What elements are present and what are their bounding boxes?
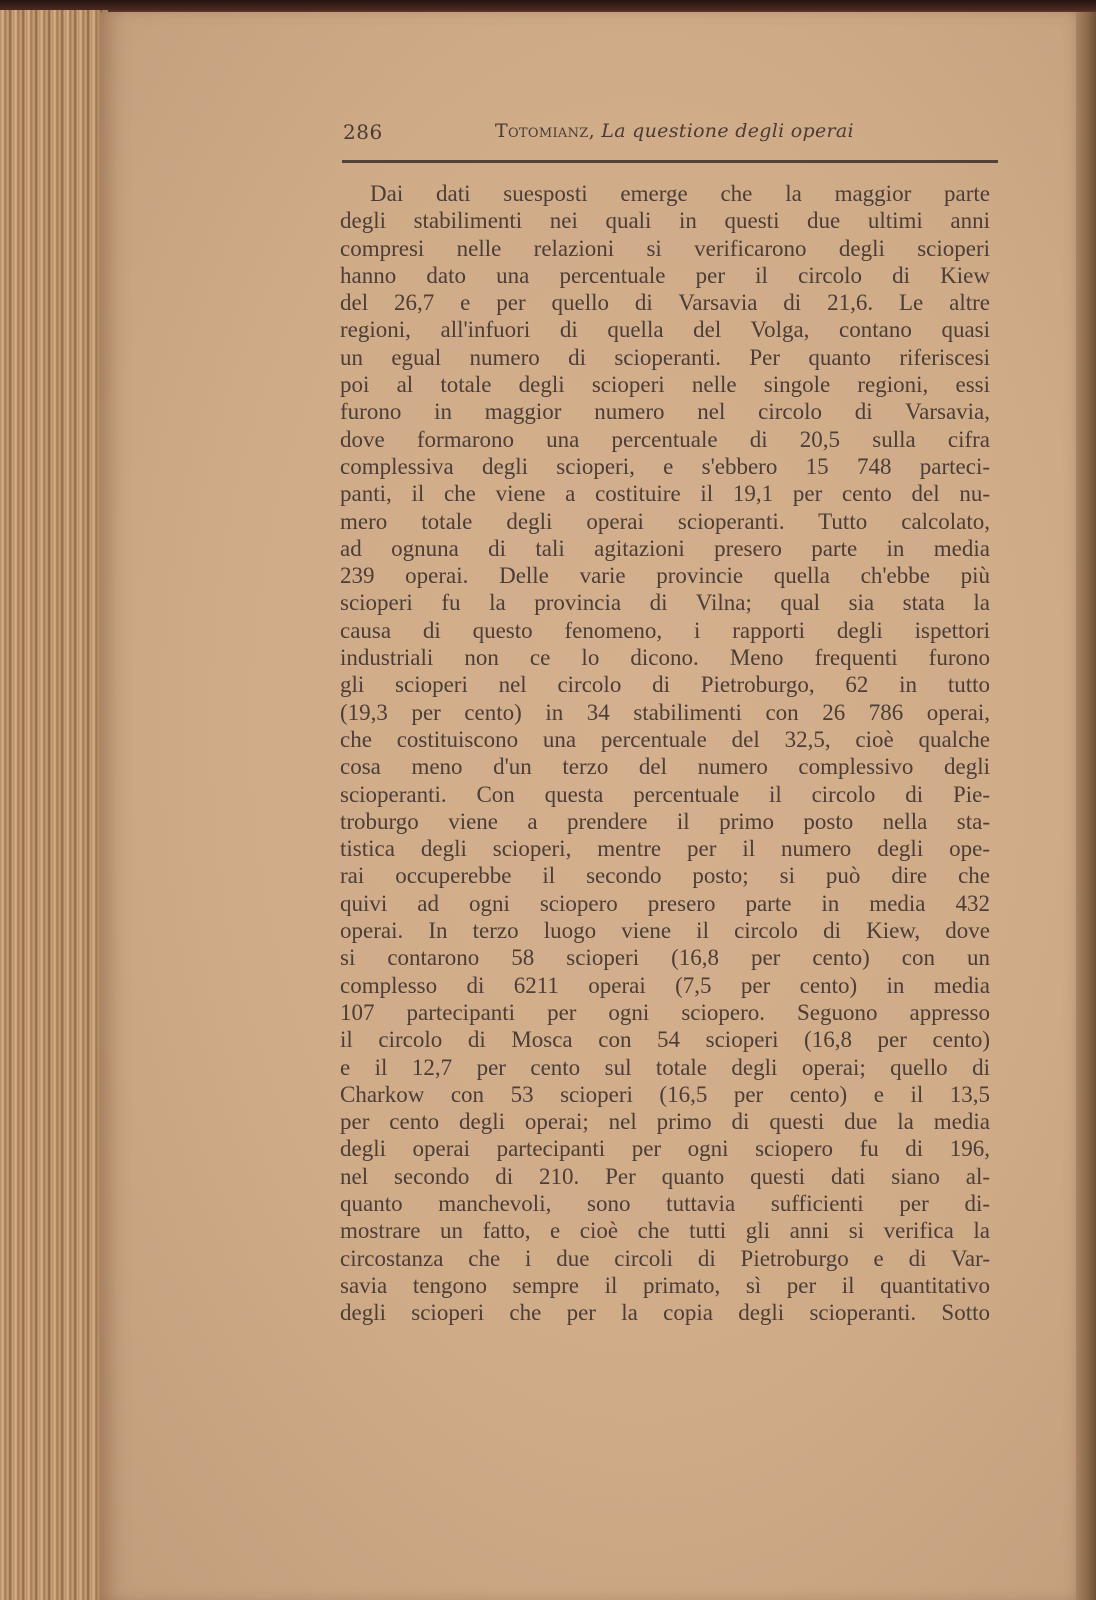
text-line: mero totale degli operai scioperanti. Tutto calcolato,	[340, 508, 990, 534]
text-line: degli operai partecipanti per ogni sciopero fu di 196,	[340, 1136, 990, 1162]
text-line: Dai dati suesposti emerge che la maggior parte	[370, 181, 990, 206]
text-line: savia tengono sempre il primato, sì per il quantitativo	[340, 1272, 990, 1298]
text-line: 239 operai. Delle varie provincie quella ch'ebbe più	[340, 563, 990, 589]
text-line: gli scioperi nel circolo di Pietroburgo, 62 in tutto	[340, 672, 990, 698]
text-line: si contarono 58 scioperi (16,8 per cento) con un	[340, 945, 990, 971]
text-line: e il 12,7 per cento sul totale degli operai; quello di	[340, 1054, 990, 1080]
text-line: 107 partecipanti per ogni sciopero. Seguono appresso	[340, 999, 990, 1025]
text-line: quivi ad ogni sciopero presero parte in media 432	[340, 890, 990, 916]
book-right-edge	[1076, 12, 1096, 1600]
text-line: compresi nelle relazioni si verificarono degli scioperi	[340, 235, 990, 261]
running-head	[495, 120, 854, 142]
text-line: scioperi fu la provincia di Vilna; qual sia stata la	[340, 590, 990, 616]
text-line: industriali non ce lo dicono. Meno frequenti furono	[340, 645, 990, 671]
text-line: circostanza che i due circoli di Pietroburgo e di Var-	[340, 1245, 990, 1271]
text-line: degli stabilimenti nei quali in questi due ultimi anni	[340, 208, 990, 234]
text-line: (19,3 per cento) in 34 stabilimenti con 26 786 operai,	[340, 699, 990, 725]
text-line: rai occuperebbe il secondo posto; si può dire che	[340, 863, 990, 889]
page-number: 286	[343, 120, 383, 144]
text-line: operai. In terzo luogo viene il circolo di Kiew, dove	[340, 918, 990, 944]
text-line: dove formarono una percentuale di 20,5 sulla cifra	[340, 426, 990, 452]
running-header	[343, 120, 998, 150]
text-line: Charkow con 53 scioperi (16,5 per cento) e il 13,5	[340, 1081, 990, 1107]
running-head-author: Totomianz,	[495, 120, 602, 142]
text-line: nel secondo di 210. Per quanto questi dati siano al-	[340, 1163, 990, 1189]
text-line: regioni, all'infuori di quella del Volga, contano quasi	[340, 317, 990, 343]
text-line: complesso di 6211 operai (7,5 per cento) in media	[340, 972, 990, 998]
body-paragraph	[340, 180, 990, 1326]
running-head-title: La questione degli operai	[601, 120, 854, 142]
text-line: causa di questo fenomeno, i rapporti degli ispettori	[340, 617, 990, 643]
text-line: del 26,7 e per quello di Varsavia di 21,6. Le altre	[340, 290, 990, 316]
text-line: quanto manchevoli, sono tuttavia sufficienti per di-	[340, 1190, 990, 1216]
text-line: panti, il che viene a costituire il 19,1 per cento del nu-	[340, 481, 990, 507]
text-line: per cento degli operai; nel primo di questi due la media	[340, 1109, 990, 1135]
text-line: scioperanti. Con questa percentuale il circolo di Pie-	[340, 781, 990, 807]
text-line: troburgo viene a prendere il primo posto nella sta-	[340, 808, 990, 834]
text-line: degli scioperi che per la copia degli scioperanti. Sotto	[340, 1300, 990, 1326]
book-page-edges	[0, 10, 108, 1600]
text-line: mostrare un fatto, e cioè che tutti gli anni si verifica la	[340, 1218, 990, 1244]
header-rule	[342, 160, 998, 163]
text-line: cosa meno d'un terzo del numero complessivo degli	[340, 754, 990, 780]
text-line: un egual numero di scioperanti. Per quanto riferiscesi	[340, 344, 990, 370]
text-line: che costituiscono una percentuale del 32,5, cioè qualche	[340, 726, 990, 752]
text-line: hanno dato una percentuale per il circolo di Kiew	[340, 262, 990, 288]
text-line: tistica degli scioperi, mentre per il numero degli ope-	[340, 836, 990, 862]
text-line: il circolo di Mosca con 54 scioperi (16,8 per cento)	[340, 1027, 990, 1053]
text-line: furono in maggior numero nel circolo di Varsavia,	[340, 399, 990, 425]
text-line: ad ognuna di tali agitazioni presero parte in media	[340, 535, 990, 561]
text-line: poi al totale degli scioperi nelle singole regioni, essi	[340, 372, 990, 398]
text-line: complessiva degli scioperi, e s'ebbero 15 748 parteci-	[340, 453, 990, 479]
